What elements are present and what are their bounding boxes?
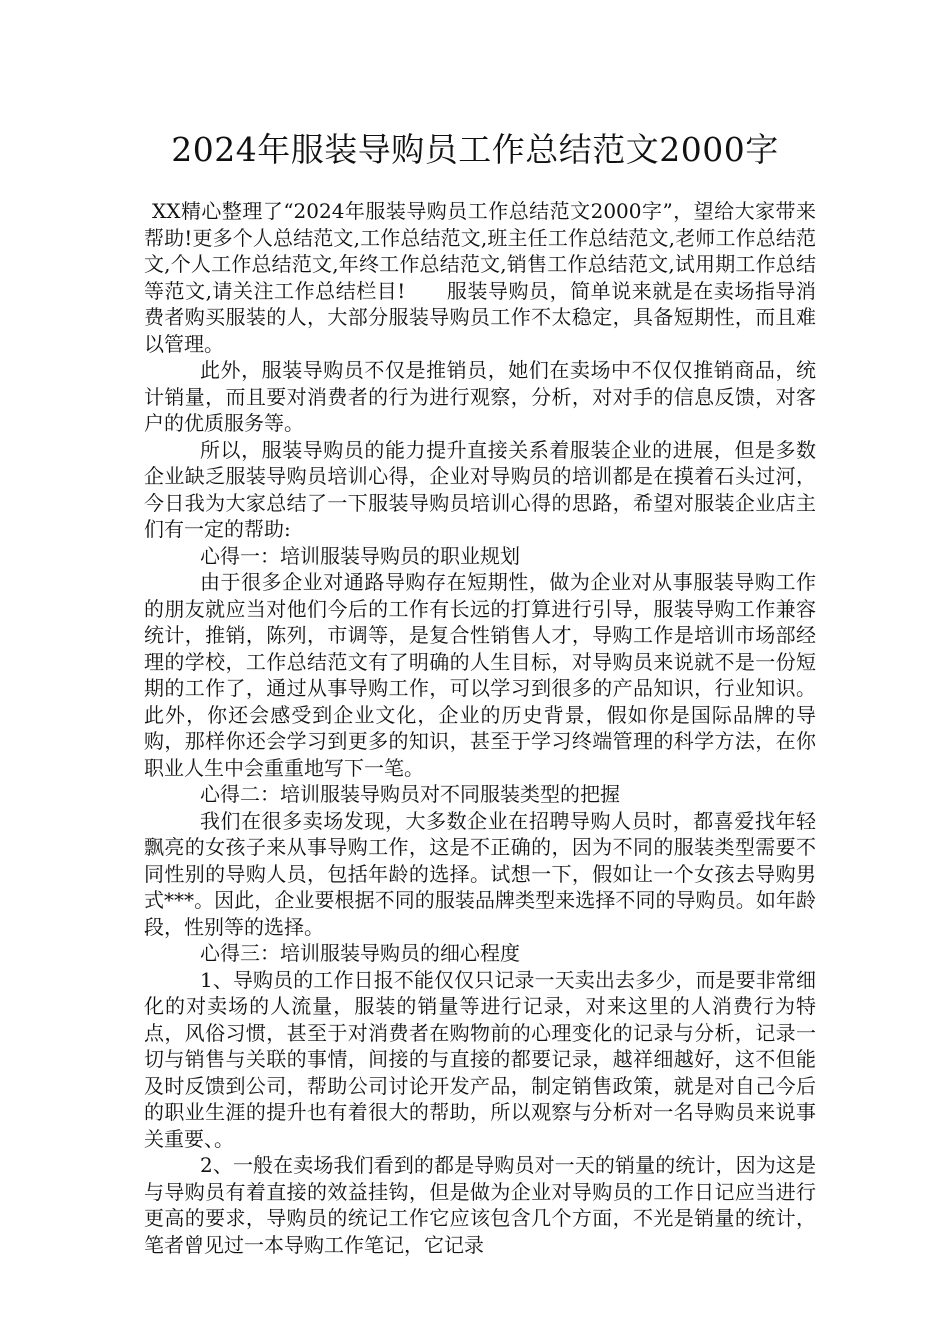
document-title: 2024年服装导购员工作总结范文2000字 bbox=[171, 130, 779, 169]
section-heading-3: 心得三：培训服装导购员的细心程度 bbox=[200, 941, 520, 965]
document-body bbox=[144, 198, 816, 1258]
body-paragraph: 我们在很多卖场发现，大多数企业在招聘导购人员时，都喜爱找年轻飘亮的女孩子来从事导购工作，这是不正确的，因为不同的服装类型需要不同性别的导购人员，包括年龄的选择。试想一下，假如让一个女孩去导购男式***。因此，企业要根据不同的服装品牌类型来选择不同的导购员。如年龄段，性别等的选择。 bbox=[144, 808, 816, 939]
intro-paragraph: XX精心整理了“2024年服装导购员工作总结范文2000字”，望给大家带来帮助!更多个人总结范文,工作总结范文,班主任工作总结范文,老师工作总结范文,个人工作总结范文,年终工作总结范文,销售工作总结范文,试用期工作总结等范文,请关注工作总结栏目! 服装导购员，简单说来就是在卖场指导消费者购买服装的人，大部分服装导购员工作不太稳定，具备短期性，而且难以管理。 bbox=[144, 199, 816, 356]
body-paragraph: 由于很多企业对通路导购存在短期性，做为企业对从事服装导购工作的朋友就应当对他们今后的工作有长远的打算进行引导，服装导购工作兼容统计，推销，陈列，市调等，是复合性销售人才，导购工作是培训市场部经理的学校，工作总结范文有了明确的人生目标，对导购员来说就不是一份短期的工作了，通过从事导购工作，可以学习到很多的产品知识，行业知识。此外，你还会感受到企业文化，企业的历史背景，假如你是国际品牌的导购，那样你还会学习到更多的知识，甚至于学习终端管理的科学方法，在你职业人生中会重重地写下一笔。 bbox=[144, 570, 816, 780]
body-paragraph: 1、导购员的工作日报不能仅仅只记录一天卖出去多少，而是要非常细化的对卖场的人流量，服装的销量等进行记录，对来这里的人消费行为特点，风俗习惯，甚至于对消费者在购物前的心理变化的记录与分析，记录一切与销售与关联的事情，间接的与直接的都要记录，越祥细越好，这不但能及时反馈到公司，帮助公司讨论开发产品，制定销售政策，就是对自己今后的职业生涯的提升也有着很大的帮助，所以观察与分析对一名导购员来说事关重要、。 bbox=[144, 967, 816, 1151]
section-heading-2: 心得二：培训服装导购员对不同服装类型的把握 bbox=[200, 782, 620, 806]
body-paragraph: 此外，服装导购员不仅是推销员，她们在卖场中不仅仅推销商品，统计销量，而且要对消费者的行为进行观察，分析，对对手的信息反馈，对客户的优质服务等。 bbox=[144, 358, 816, 435]
body-paragraph: 2、一般在卖场我们看到的都是导购员对一天的销量的统计，因为这是与导购员有着直接的效益挂钩，但是做为企业对导购员的工作日记应当进行更高的要求，导购员的统记工作它应该包含几个方面，不光是销量的统计，笔者曾见过一本导购工作笔记，它记录 bbox=[144, 1153, 816, 1257]
section-heading-1: 心得一：培训服装导购员的职业规划 bbox=[200, 543, 520, 568]
body-paragraph: 所以，服装导购员的能力提升直接关系着服装企业的进展，但是多数企业缺乏服装导购员培训心得，企业对导购员的培训都是在摸着石头过河，今日我为大家总结了一下服装导购员培训心得的思路，希望对服装企业店主们有一定的帮助: bbox=[144, 437, 816, 541]
